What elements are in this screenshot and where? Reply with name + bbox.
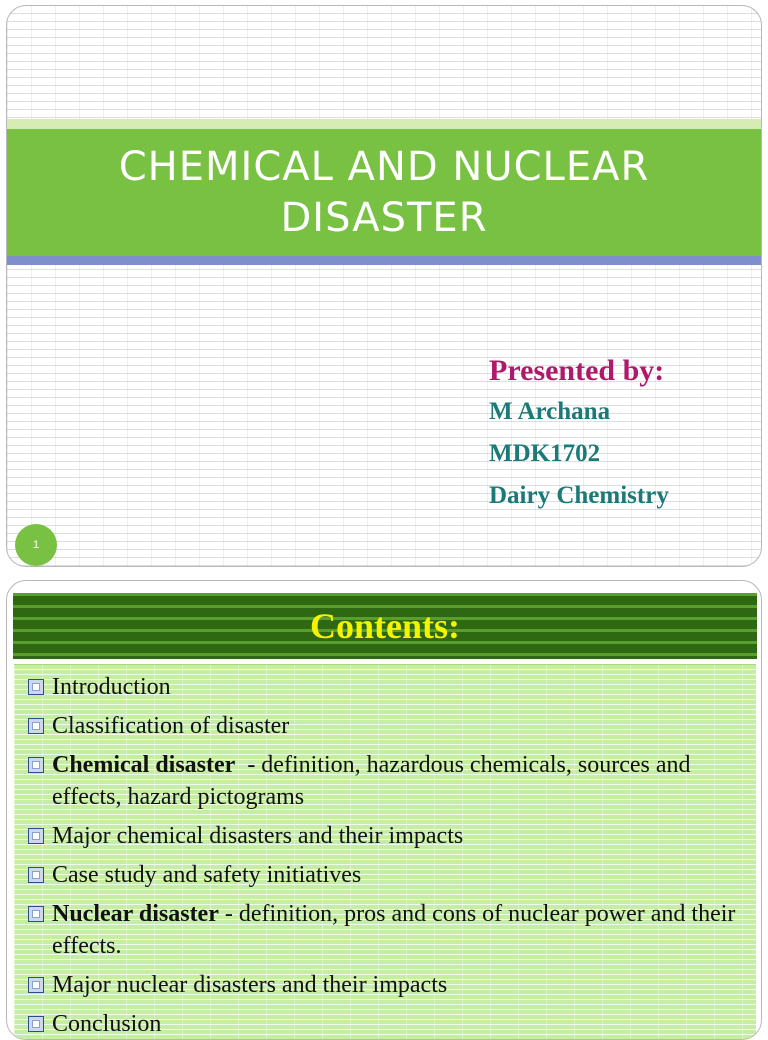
contents-item	[28, 710, 746, 742]
checkbox-square-icon	[28, 757, 44, 773]
checkbox-square-icon	[28, 718, 44, 734]
title-bottom-stripe	[7, 256, 761, 265]
checkbox-square-icon	[28, 828, 44, 844]
contents-item-text: Conclusion	[52, 1011, 162, 1037]
contents-item-text: Case study and safety initiatives	[52, 862, 362, 888]
contents-item	[28, 749, 746, 813]
contents-item	[28, 820, 746, 852]
presenter-department: Dairy Chemistry	[489, 482, 669, 509]
checkbox-square-icon	[28, 679, 44, 695]
contents-item-text: Introduction	[52, 674, 171, 700]
contents-item-text: - definition, pros and cons of nuclear power and their effects.	[52, 901, 742, 959]
contents-list-area	[14, 664, 756, 1040]
contents-item-term: Chemical disaster	[52, 752, 236, 778]
slide-number-badge: 1	[15, 524, 57, 566]
title-top-strip	[7, 119, 761, 129]
title-slide	[6, 5, 762, 567]
contents-item-text: - definition, hazardous chemicals, sources and effects, hazard pictograms	[52, 752, 697, 810]
checkbox-square-icon	[28, 906, 44, 922]
contents-item	[28, 859, 746, 891]
contents-item	[28, 1008, 746, 1040]
checkbox-square-icon	[28, 867, 44, 883]
contents-item-text: Classification of disaster	[52, 713, 290, 739]
presenter-id: MDK1702	[489, 440, 601, 467]
contents-item	[28, 969, 746, 1001]
title-band	[7, 129, 761, 256]
presenter-block	[489, 351, 669, 517]
checkbox-square-icon	[28, 977, 44, 993]
contents-item-term: Nuclear disaster	[52, 901, 219, 927]
contents-item-text: Major nuclear disasters and their impacts	[52, 972, 448, 998]
slide-title: CHEMICAL AND NUCLEAR DISASTER	[118, 143, 650, 241]
contents-list	[14, 665, 756, 1040]
presenter-name: M Archana	[489, 398, 611, 425]
contents-item	[28, 898, 746, 962]
contents-item	[28, 671, 746, 703]
contents-title: Contents:	[310, 606, 460, 646]
contents-slide	[6, 580, 762, 1040]
contents-item-text: Major chemical disasters and their impacts	[52, 823, 464, 849]
checkbox-square-icon	[28, 1016, 44, 1032]
presented-by-label: Presented by:	[489, 354, 665, 387]
contents-header	[13, 593, 757, 659]
